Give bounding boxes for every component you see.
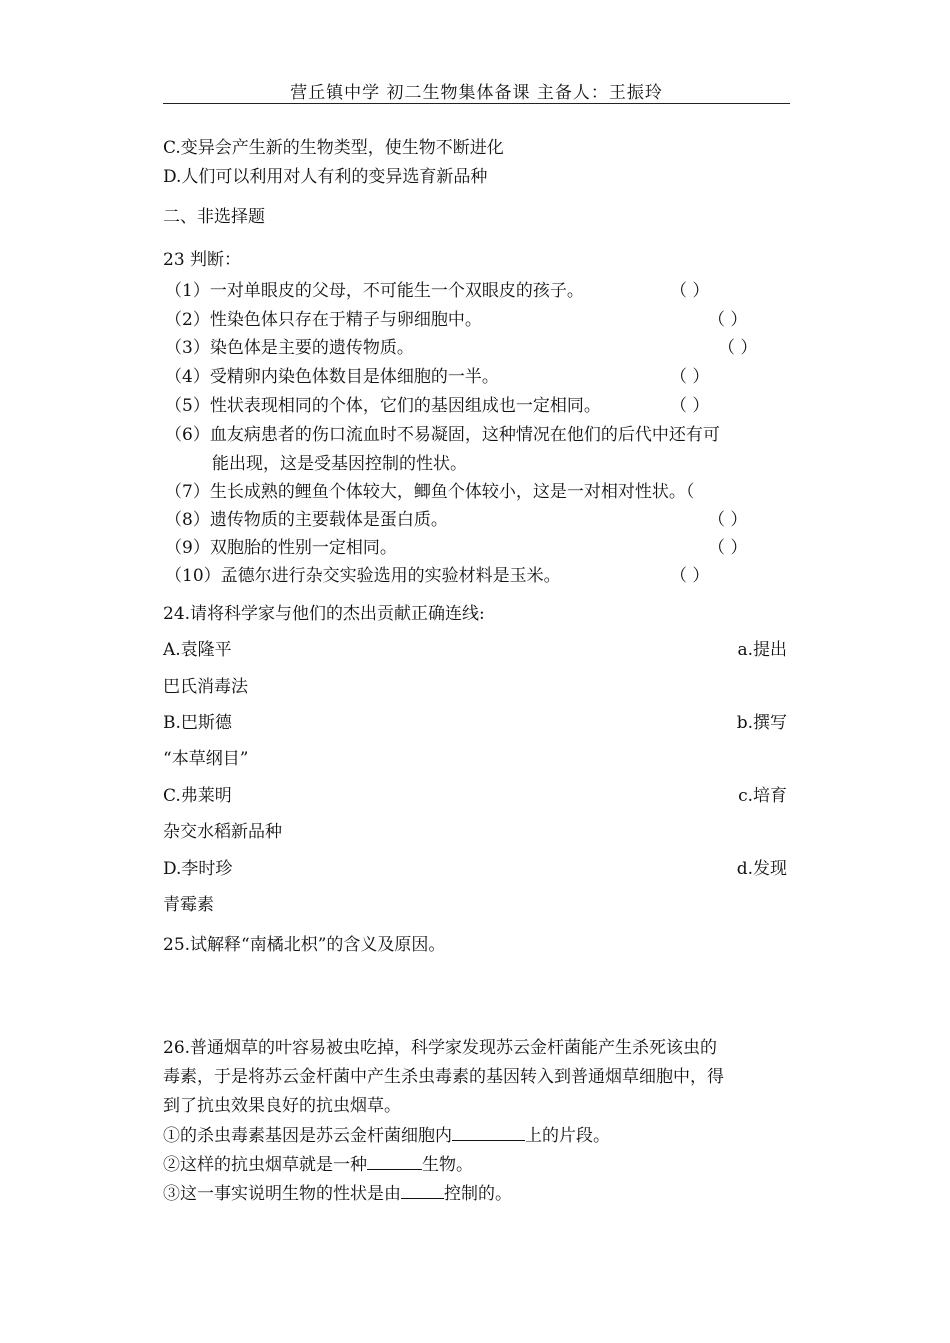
q24-contribution-b: b.撰写 [736,713,787,733]
q24-scientist-c: C.弗莱明 [163,786,232,806]
q26-sub-3-pre: ③这一事实说明生物的性状是由 [163,1184,401,1204]
page-header: 营丘镇中学 初二生物集体备课 主备人：王振玲 [290,83,663,103]
answer-blank-2[interactable] [367,1153,422,1170]
q26-sub-3-post: 控制的。 [444,1184,512,1204]
q23-item-4: （4）受精卵内染色体数目是体细胞的一半。 [165,367,499,387]
q23-item-9-paren: （ ） [708,538,748,558]
q23-title: 23 判断： [163,250,242,270]
q24-scientist-b: B.巴斯德 [163,713,232,733]
q23-item-1-paren: （ ） [670,281,710,301]
q24-contribution-c-cont: 杂交水稻新品种 [163,822,282,842]
q26-sub-1 [163,1124,610,1147]
q23-item-4-paren: （ ） [670,367,710,387]
option-c: C.变异会产生新的生物类型，使生物不断进化 [163,138,504,158]
q23-item-6: （6）血友病患者的伤口流血时不易凝固，这种情况在他们的后代中还有可 [165,425,720,445]
header-rule [163,103,790,104]
q23-item-9: （9）双胞胎的性别一定相同。 [165,538,397,558]
q26-sub-1-pre: ①的杀虫毒素基因是苏云金杆菌细胞内 [163,1126,452,1146]
q26-sub-2-post: 生物。 [422,1155,473,1175]
q24-scientist-d: D.李时珍 [163,859,233,879]
q23-item-3-paren: （ ） [718,338,758,358]
q24-title: 24.请将科学家与他们的杰出贡献正确连线: [163,604,485,624]
q23-item-10: （10）孟德尔进行杂交实验选用的实验材料是玉米。 [165,566,561,586]
q23-item-10-paren: （ ） [670,566,710,586]
q24-contribution-c: c.培育 [738,786,787,806]
q23-item-5: （5）性状表现相同的个体，它们的基因组成也一定相同。 [165,396,601,416]
section-title: 二、非选择题 [163,207,265,227]
q23-item-5-paren: （ ） [670,396,710,416]
q23-item-6-cont: 能出现，这是受基因控制的性状。 [212,454,467,474]
q24-contribution-d: d.发现 [736,859,787,879]
q24-contribution-d-cont: 青霉素 [163,895,214,915]
q26-line-2: 毒素，于是将苏云金杆菌中产生杀虫毒素的基因转入到普通烟草细胞中，得 [163,1067,724,1087]
q23-item-3: （3）染色体是主要的遗传物质。 [165,338,414,358]
q26-sub-3 [163,1182,512,1205]
q26-line-1: 26.普通烟草的叶容易被虫吃掉，科学家发现苏云金杆菌能产生杀死该虫的 [163,1038,718,1058]
q23-item-7: （7）生长成熟的鲤鱼个体较大，鲫鱼个体较小，这是一对相对性状。（ [165,482,695,502]
q23-item-2: （2）性染色体只存在于精子与卵细胞中。 [165,310,482,330]
q24-contribution-a: a.提出 [737,640,787,660]
q24-contribution-b-cont: “本草纲目” [163,749,249,769]
q24-contribution-a-cont: 巴氏消毒法 [163,677,248,697]
q23-item-2-paren: （ ） [708,310,748,330]
q26-line-3: 到了抗虫效果良好的抗虫烟草。 [163,1096,401,1116]
q23-item-8: （8）遗传物质的主要载体是蛋白质。 [165,510,448,530]
q26-sub-2 [163,1153,473,1176]
q23-item-8-paren: （ ） [708,510,748,530]
answer-blank-1[interactable] [452,1124,525,1141]
q23-item-1: （1）一对单眼皮的父母，不可能生一个双眼皮的孩子。 [165,281,584,301]
q24-scientist-a: A.袁隆平 [163,640,232,660]
q26-sub-2-pre: ②这样的抗虫烟草就是一种 [163,1155,367,1175]
q25-title: 25.试解释“南橘北枳”的含义及原因。 [163,935,446,955]
answer-blank-3[interactable] [401,1182,444,1199]
option-d: D.人们可以利用对人有利的变异选育新品种 [163,167,488,187]
q26-sub-1-post: 上的片段。 [525,1126,610,1146]
